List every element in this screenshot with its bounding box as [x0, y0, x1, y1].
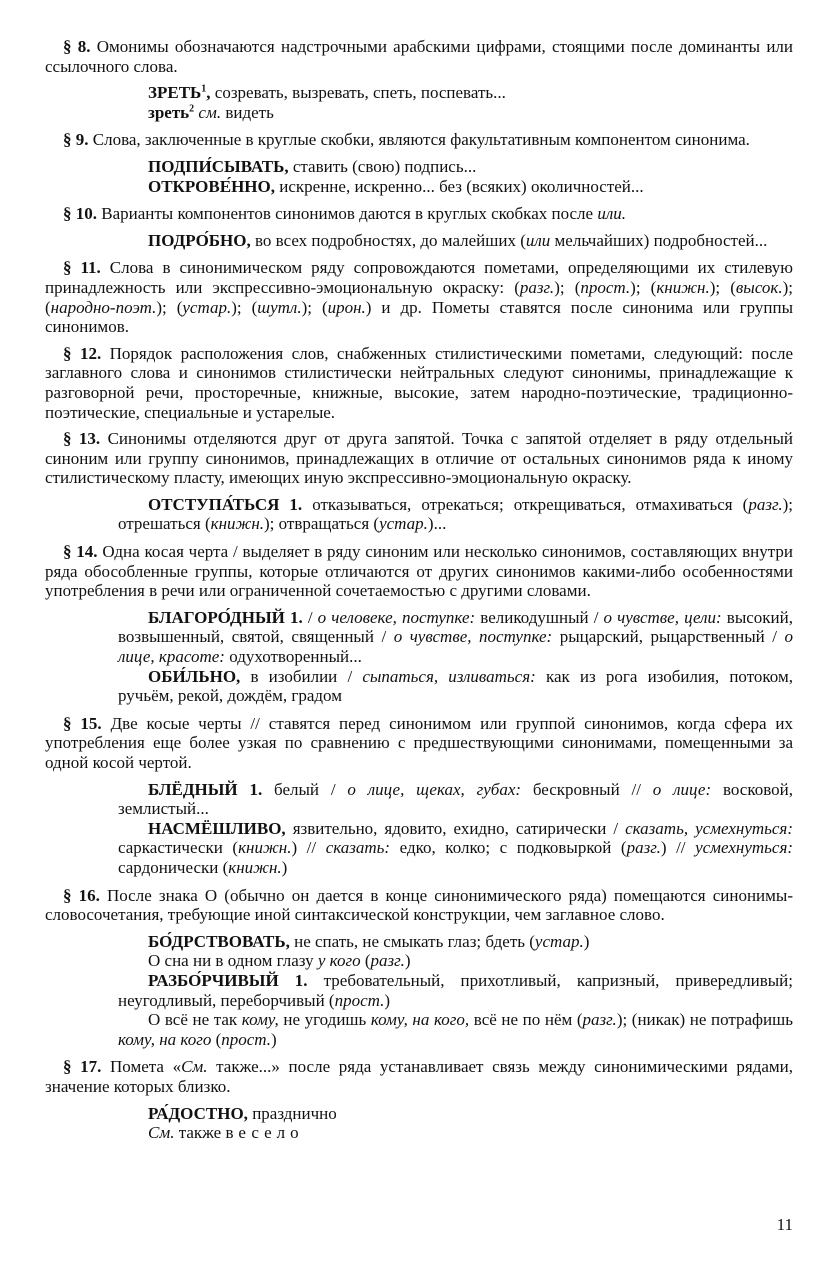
italic-label: ирон.	[327, 297, 366, 317]
dictionary-entry	[118, 83, 793, 103]
italic-label: см.	[198, 102, 222, 122]
dictionary-entry	[118, 495, 793, 534]
text-segment: искренне, искренно... без (всяких) околичностей...	[275, 176, 644, 196]
text-segment: ); (	[301, 297, 328, 317]
text-segment: едко, колко; с подковыркой (	[390, 838, 627, 858]
italic-label: книжн.	[210, 514, 265, 534]
text-segment: не угодишь	[278, 1010, 371, 1030]
bold-text: § 13.	[63, 429, 101, 449]
bold-text: ОТКРОВЕ́ННО,	[148, 176, 275, 196]
text-segment: язвительно, ядовито, ехидно, сатирически /	[285, 818, 626, 838]
section	[45, 258, 793, 336]
bold-text: зреть	[148, 102, 190, 122]
example-block	[45, 231, 793, 251]
text-segment: рыцарский, рыцарственный /	[552, 627, 785, 647]
italic-label: о человеке, поступке:	[317, 607, 476, 627]
text-segment: Омонимы обозначаются надстрочными арабскими цифрами, стоящими после доминанты или ссылочного слова.	[45, 37, 794, 76]
section	[45, 429, 793, 534]
section	[45, 204, 793, 250]
bold-text: § 9.	[63, 130, 89, 150]
text-segment: в изобилии /	[240, 666, 363, 686]
italic-label: устар.	[534, 931, 584, 951]
text-segment: Синонимы отделяются друг от друга запятой. Точка с запятой отделяет в ряду отдельный синоним или группу синонимов, принадлежащих в отличие от остальных синонимов ряда к иному стилистическому пласту, имеющих иную экспрессивно-эмоциональную окраску.	[45, 429, 794, 488]
text-segment: во всех подробностях, до малейших (	[250, 230, 526, 250]
italic-label: о лице, красоте:	[118, 627, 794, 667]
rule-paragraph	[45, 37, 793, 76]
italic-label: прост.	[221, 1029, 272, 1049]
text-segment: (	[360, 951, 371, 971]
italic-label: прост.	[580, 277, 631, 297]
italic-label: сыпаться, изливаться:	[362, 666, 536, 686]
text-segment: )	[583, 931, 590, 951]
text-segment: )	[384, 990, 391, 1010]
text-segment: ) //	[291, 838, 326, 858]
dictionary-entry	[118, 103, 793, 123]
rule-paragraph	[45, 1057, 793, 1096]
italic-label: о лице, щеках, губах:	[347, 779, 522, 799]
italic-label: устар.	[379, 514, 428, 534]
bold-text: БЛАГОРО́ДНЫЙ 1.	[148, 607, 303, 627]
bold-text: § 15.	[63, 713, 102, 733]
text-segment: всё не по нём (	[469, 1010, 583, 1030]
rule-paragraph	[45, 204, 793, 224]
text-segment: сардонически (	[118, 857, 229, 877]
text-segment: ); (	[554, 277, 581, 297]
text-segment: также...» после ряда устанавливает связь между синонимическими рядами, значение которых близко.	[45, 1057, 793, 1096]
homonym-number: 2	[189, 103, 195, 115]
dictionary-entry	[118, 951, 793, 971]
text-segment: ); (	[156, 297, 183, 317]
dictionary-entry	[118, 819, 793, 878]
dictionary-entry	[118, 1123, 793, 1143]
text-segment: Варианты компонентов синонимов даются в круглых скобках после	[97, 204, 598, 224]
rule-paragraph	[45, 344, 793, 422]
text-segment: не спать, не смыкать глаз; бдеть (	[289, 931, 535, 951]
bold-text: ПОДРО́БНО,	[148, 230, 251, 250]
text-segment: /	[302, 607, 318, 627]
italic-label: разг.	[519, 277, 555, 297]
bold-text: ПОДПИ́СЫВАТЬ,	[148, 156, 289, 176]
text-segment: восковой, землистый...	[118, 779, 793, 819]
example-block	[45, 83, 793, 122]
italic-label: народно-поэт.	[50, 297, 157, 317]
text-segment: )	[281, 857, 288, 877]
text-segment: Одна косая черта / выделяет в ряду синоним или несколько синонимов, составляющих внутри ряда обособленные группы, которые отличаются от других синонимов какими-либо особенностями употребления в речи или ограниченной сочетаемостью с другими словами.	[45, 542, 794, 601]
text-segment: мельчайших) подробностей...	[550, 230, 768, 250]
text-segment: требовательный, прихотливый, капризный, привередливый; неугодливый, переборчивый (	[118, 970, 793, 1010]
bold-text: ОБИ́ЛЬНО,	[148, 666, 241, 686]
text-segment: отказываться, отрекаться; открещиваться, отмахиваться (	[302, 494, 749, 514]
dictionary-entry	[118, 231, 793, 251]
rule-paragraph	[45, 886, 793, 925]
example-block	[45, 1104, 793, 1143]
example-block	[45, 932, 793, 1050]
rule-paragraph	[45, 130, 793, 150]
text-segment: ); (	[709, 277, 736, 297]
text-segment: белый /	[262, 779, 348, 799]
text-segment: После знака О (обычно он дается в конце синонимического ряда) помещаются синонимы-словосочетания, требующие иной синтаксической конструкции, чем заглавное слово.	[45, 885, 793, 925]
text-segment: ); отвращаться (	[264, 514, 380, 534]
bold-text: § 16.	[63, 885, 100, 905]
homonym-number: 1	[201, 83, 207, 95]
italic-label: разг.	[370, 951, 405, 971]
text-segment: ); (	[45, 277, 794, 317]
italic-label: книжн.	[238, 838, 292, 858]
dictionary-entry	[118, 1104, 793, 1124]
italic-label: сказать, усмехнуться:	[625, 818, 793, 838]
italic-label: См.	[181, 1057, 208, 1077]
bold-text: ЗРЕТЬ	[148, 83, 202, 103]
italic-label: устар.	[182, 297, 232, 317]
text-segment: ); (	[231, 297, 258, 317]
italic-label: кому,	[241, 1010, 279, 1030]
italic-label: усмехнуться:	[695, 838, 794, 858]
text-segment: )	[271, 1029, 277, 1049]
bold-text: ОТСТУПА́ТЬСЯ 1.	[148, 494, 303, 514]
text-segment: )	[404, 951, 411, 971]
section	[45, 344, 793, 422]
bold-text: ,	[206, 83, 211, 103]
dictionary-entry	[118, 1010, 793, 1049]
italic-label: шутл.	[257, 297, 302, 317]
text-segment: весело	[225, 1123, 304, 1143]
section	[45, 37, 793, 122]
italic-label: кому, на кого,	[370, 1010, 470, 1030]
bold-text: § 14.	[63, 542, 98, 562]
italic-label: книжн.	[656, 277, 710, 297]
dictionary-entry	[118, 608, 793, 667]
italic-label: разг.	[626, 838, 661, 858]
text-segment: ); отрешаться (	[118, 494, 793, 534]
text-segment: Слова, заключенные в круглые скобки, являются факультативным компонентом синонима.	[88, 130, 750, 150]
text-segment: празднично	[247, 1103, 337, 1123]
text-segment: одухотворенный...	[224, 647, 362, 667]
text-segment: (	[211, 1029, 222, 1049]
bold-text: § 8.	[63, 37, 91, 56]
text-segment: как из рога изобилия, потоком, ручьём, рекой, дождём, градом	[118, 666, 793, 706]
text-segment: созревать, вызревать, спеть, поспевать...	[210, 83, 506, 103]
example-block	[45, 495, 793, 534]
bold-text: БЛЁДНЫЙ 1.	[148, 779, 263, 799]
italic-label: сказать:	[325, 838, 391, 858]
italic-label: кому, на кого	[118, 1029, 212, 1049]
dictionary-entry	[118, 780, 793, 819]
bold-text: § 17.	[63, 1057, 102, 1077]
example-block	[45, 608, 793, 706]
italic-label: или.	[597, 204, 627, 224]
bold-text: БО́ДРСТВОВАТЬ,	[148, 931, 290, 951]
section	[45, 542, 793, 706]
dictionary-entry	[118, 667, 793, 706]
bold-text: § 11.	[63, 258, 101, 278]
text-segment: видеть	[221, 102, 274, 122]
dictionary-entry	[118, 971, 793, 1010]
italic-label: прост.	[334, 990, 385, 1010]
section	[45, 714, 793, 878]
document-page	[45, 37, 793, 1151]
text-segment: ) и др. Пометы ставятся после синонима или группы синонимов.	[45, 297, 794, 337]
text-segment: ставить (свою) подпись...	[288, 156, 477, 176]
bold-text: РА́ДОСТНО,	[148, 1103, 248, 1123]
italic-label: разг.	[582, 1010, 617, 1030]
text-segment: бескровный //	[521, 779, 653, 799]
dictionary-entry	[118, 932, 793, 952]
text-segment: Порядок расположения слов, снабженных стилистическими пометами, следующий: после заглавного слова и синонимов стилистически нейтральных следуют синонимы, принадлежащие к разговорной речи, просторечные, книжные, высокие, затем народно-поэтические, традиционно-поэтические, специальные и устарелые.	[45, 343, 793, 422]
text-segment: саркастически (	[118, 838, 239, 858]
text-segment: высокий, возвышенный, святой, священный /	[118, 607, 793, 647]
rule-paragraph	[45, 542, 793, 601]
section	[45, 130, 793, 196]
text-segment: )...	[427, 514, 447, 534]
italic-label: о чувстве, поступке:	[393, 627, 553, 647]
italic-label: См.	[148, 1123, 175, 1143]
bold-text: § 10.	[63, 204, 97, 224]
italic-label: книжн.	[228, 857, 282, 877]
text-segment: ); (	[630, 277, 657, 297]
italic-label: разг.	[748, 494, 783, 514]
text-segment: О всё не так	[148, 1010, 242, 1030]
section	[45, 1057, 793, 1142]
example-block	[45, 157, 793, 196]
italic-label: высок.	[735, 277, 783, 297]
text-segment: Помета «	[101, 1057, 182, 1077]
text-segment: ); (никак) не потрафишь	[616, 1010, 793, 1030]
rule-paragraph	[45, 714, 793, 773]
text-segment: Слова в синонимическом ряду сопровождаются пометами, определяющими их стилевую принадлежность или экспрессивно-эмоциональную окраску: (	[45, 258, 793, 297]
bold-text: § 12.	[63, 343, 102, 363]
italic-label: у кого	[317, 951, 361, 971]
text-segment: Две косые черты // ставятся перед синонимом или группой синонимов, когда сфера их употребления еще более узкая по сравнению с предшествующими синонимами, помещенными за одной косой чертой.	[45, 713, 794, 772]
dictionary-entry	[118, 177, 793, 197]
bold-text: РАЗБО́РЧИВЫЙ 1.	[148, 970, 308, 990]
italic-label: о лице:	[652, 779, 712, 799]
text-segment: О сна ни в одном глазу	[148, 951, 318, 971]
italic-label: или	[525, 230, 551, 250]
text-segment: ) //	[660, 838, 696, 858]
text-segment: также	[174, 1123, 226, 1143]
dictionary-entry	[118, 157, 793, 177]
italic-label: о чувстве, цели:	[603, 607, 722, 627]
text-segment: великодушный /	[475, 607, 604, 627]
rule-paragraph	[45, 429, 793, 488]
section	[45, 886, 793, 1050]
example-block	[45, 780, 793, 878]
rule-paragraph	[45, 258, 793, 336]
page-number: 11	[776, 1215, 793, 1234]
bold-text: НАСМЁШЛИВО,	[148, 818, 286, 838]
